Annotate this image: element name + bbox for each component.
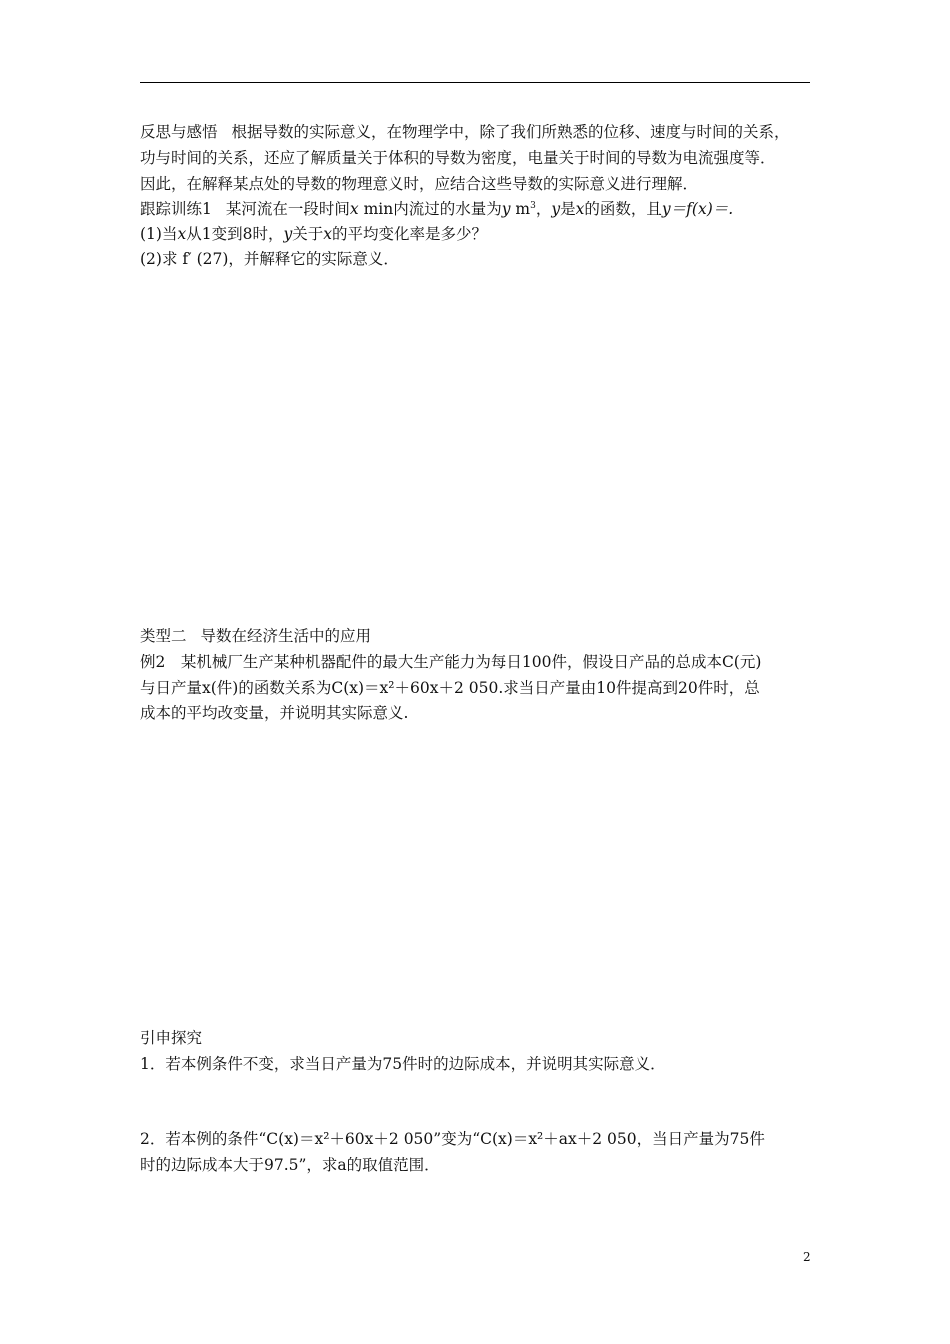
extension-question-2-line-2: 时的边际成本大于97.5”，求a的取值范围． (140, 1156, 440, 1174)
extension-question-1: 1．若本例条件不变，求当日产量为75件时的边际成本，并说明其实际意义． (140, 1055, 666, 1073)
practice1-question-2: (2)求 f′ (27)，并解释它的实际意义． (140, 250, 399, 268)
practice1-stem: 跟踪训练1 某河流在一段时间x min内流过的水量为y $m^3$，y是x的函数，且y＝f(x)＝. (140, 200, 734, 218)
example2-line-2: 与日产量x(件)的函数关系为C(x)＝x²＋60x＋2 050.求当日产量由10件提高到20件时，总 (140, 679, 760, 697)
extension-question-2-line-1: 2．若本例的条件“C(x)＝x²＋60x＋2 050”变为“C(x)＝x²＋ax＋2 050，当日产量为75件 (140, 1130, 765, 1148)
extension-heading: 引申探究 (140, 1029, 203, 1047)
header-rule (140, 82, 810, 83)
reflection-label: 反思与感悟 (140, 123, 218, 141)
practice1-question-1: (1)当x从1变到8时，y关于x的平均变化率是多少？ (140, 225, 487, 243)
reflection-line-1 (140, 120, 790, 144)
practice1-label: 跟踪训练1 (140, 200, 212, 218)
reflection-line-3: 因此，在解释某点处的导数的物理意义时，应结合这些导数的实际意义进行理解． (140, 175, 699, 193)
type2-heading: 类型二 导数在经济生活中的应用 (140, 627, 372, 645)
reflection-text-1: 根据导数的实际意义，在物理学中，除了我们所熟悉的位移、速度与时间的关系， (231, 123, 790, 141)
example2-line-1: 例2 某机械厂生产某种机器配件的最大生产能力为每日100件，假设日产品的总成本C(元) (140, 653, 762, 671)
reflection-line-2: 功与时间的关系，还应了解质量关于体积的导数为密度，电量关于时间的导数为电流强度等． (140, 149, 776, 167)
page-number: 2 (803, 1250, 811, 1264)
example2-line-3: 成本的平均改变量，并说明其实际意义. (140, 704, 409, 722)
